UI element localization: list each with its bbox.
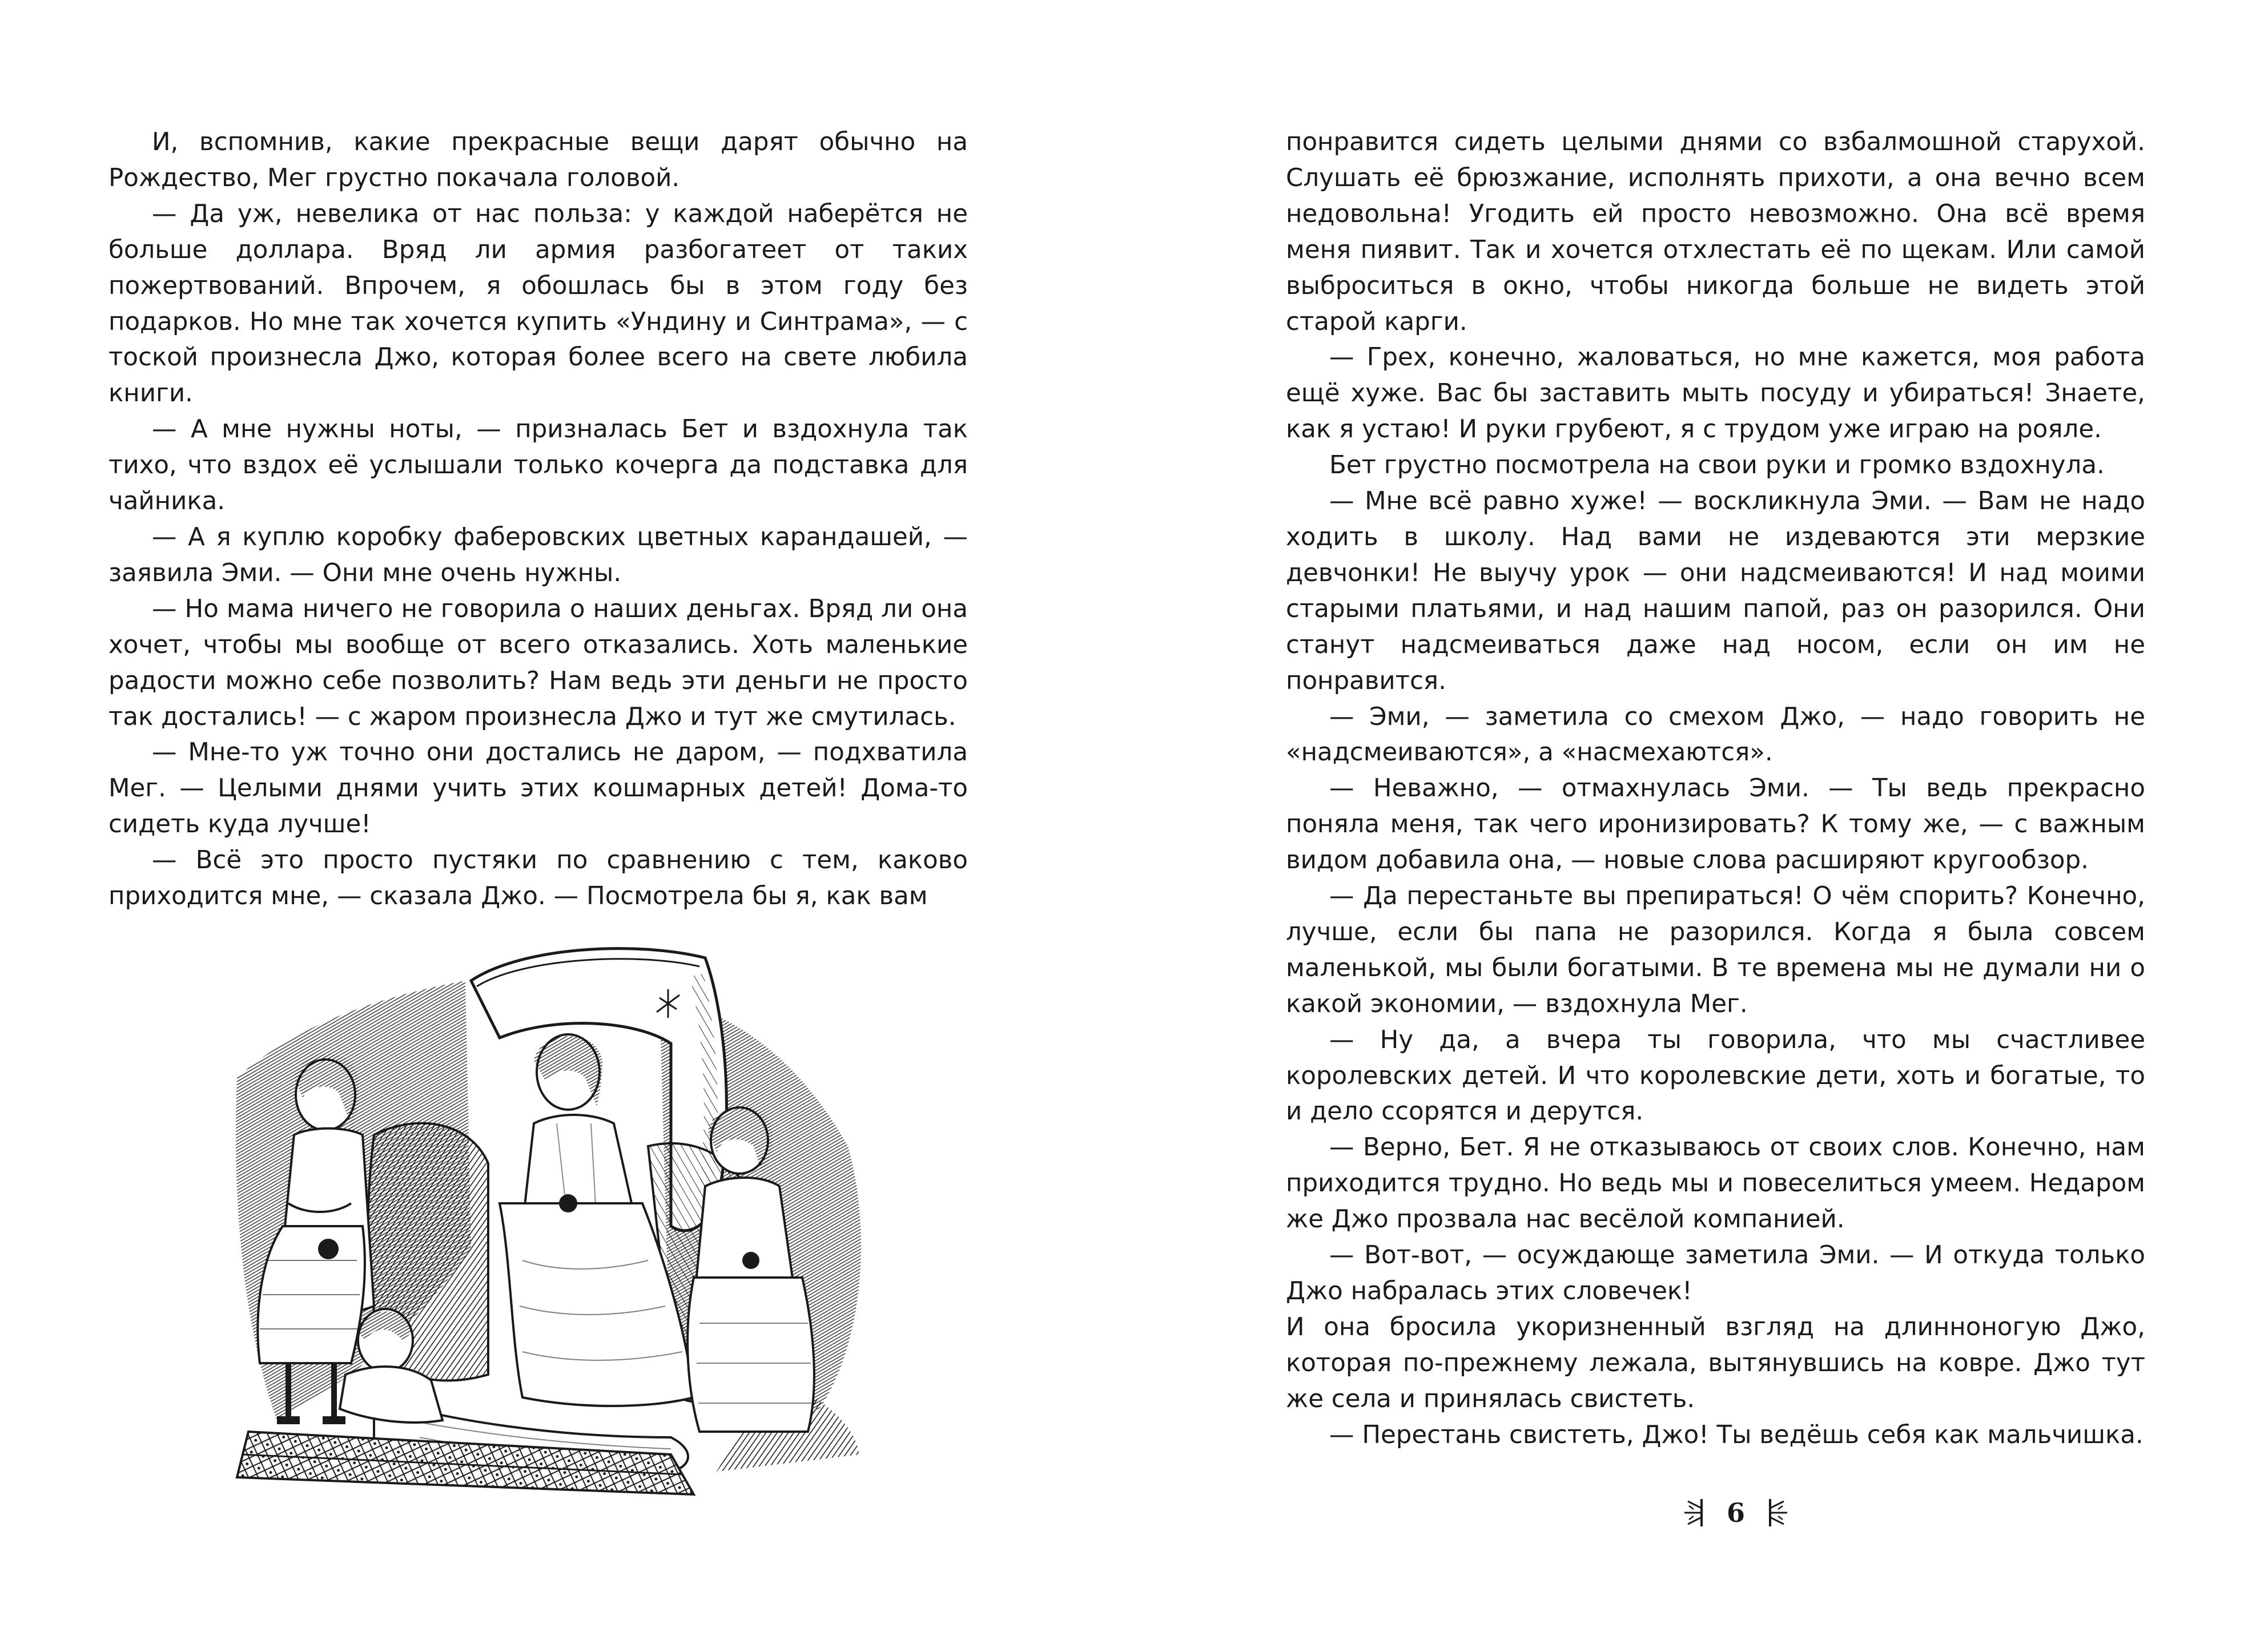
sprig-ornament-icon bbox=[1761, 1496, 1795, 1530]
paragraph: — Неважно, — отмахнулась Эми. — Ты ведь прекрасно поняла меня, так чего иронизировать? К тому же, — с важным видом добавила она, — новые слова расширяют кругообзор. bbox=[1286, 774, 2145, 875]
paragraph: — Грех, конечно, жаловаться, но мне кажется, моя работа ещё хуже. Вас бы заставить мыть посуду и убираться! Знаете, как я устаю! И руки грубеют, я с трудом уже играю на рояле. bbox=[1286, 343, 2145, 444]
paragraph: — Ну да, а вчера ты говорила, что мы счастливее королевских детей. И что королевские дети, хоть и богатые, то и дело ссорятся и дерутся. bbox=[1286, 1025, 2145, 1126]
paragraph: — А я куплю коробку фаберовских цветных карандашей, — заявила Эми. — Они мне очень нужны. bbox=[108, 522, 968, 587]
page-number-folio bbox=[1659, 1490, 1813, 1536]
paragraph: И она бросила укоризненный взгляд на длинноногую Джо, которая по-прежнему лежала, вытянувшись на ковре. Джо тут же села и принялась свистеть. bbox=[1286, 1312, 2145, 1413]
engraving-four-sisters-icon bbox=[203, 906, 879, 1499]
left-page bbox=[108, 124, 968, 914]
paragraph: — Мне-то уж точно они достались не даром, — подхватила Мег. — Целыми днями учить этих кошмарных детей! Дома-то сидеть куда лучше! bbox=[108, 738, 968, 839]
paragraph: — Да перестаньте вы препираться! О чём спорить? Конечно, лучше, если бы папа не разорился. Когда я была совсем маленькой, мы были богатыми. В те времена мы не думали ни о какой экономии, — вздохнула Мег. bbox=[1286, 882, 2145, 1018]
paragraph: И, вспомнив, какие прекрасные вещи дарят обычно на Рождество, Мег грустно покачала головой. bbox=[108, 128, 968, 192]
page-number: 6 bbox=[1726, 1497, 1745, 1528]
paragraph: — Всё это просто пустяки по сравнению с тем, каково приходится мне, — сказала Джо. — Посмотрела бы я, как вам bbox=[108, 846, 968, 911]
paragraph: — Эми, — заметила со смехом Джо, — надо говорить не «надсмеиваются», а «насмехаются». bbox=[1286, 702, 2145, 767]
paragraph: — А мне нужны ноты, — призналась Бет и вздохнула так тихо, что вздох её услышали только кочерга да подставка для чайника. bbox=[108, 415, 968, 516]
paragraph: — Вот-вот, — осуждающе заметила Эми. — И откуда только Джо набралась этих словечек! bbox=[1286, 1241, 2145, 1306]
paragraph: Бет грустно посмотрела на свои руки и громко вздохнула. bbox=[1329, 451, 2105, 480]
paragraph: — Перестань свистеть, Джо! Ты ведёшь себя как мальчишка. bbox=[1329, 1420, 2144, 1449]
paragraph: — Но мама ничего не говорила о наших деньгах. Вряд ли она хочет, чтобы мы вообще от всего отказались. Хоть маленькие радости можно себе позволить? Нам ведь эти деньги не просто так достались! — с жаром произнесла Джо и тут же смутилась. bbox=[108, 594, 968, 731]
paragraph: — Да уж, невелика от нас польза: у каждой наберётся не больше доллара. Вряд ли армия разбогатеет от таких пожертвований. Впрочем, я обошлась бы в этом году без подарков. Но мне так хочется купить «Ундину и Синтрама», — с тоской произнесла Джо, которая более всего на свете любила книги. bbox=[108, 199, 968, 408]
paragraph: — Мне всё равно хуже! — воскликнула Эми. — Вам не надо ходить в школу. Над вами не издеваются эти мерзкие девчонки! Не выучу урок — они надсмеиваются! И над моими старыми платьями, и над нашим папой, раз он разорился. Они станут надсмеиваться даже над носом, если он им не понравится. bbox=[1286, 487, 2145, 695]
paragraph: — Верно, Бет. Я не отказываюсь от своих слов. Конечно, нам приходится трудно. Но ведь мы и повеселиться умеем. Недаром же Джо прозвала нас весёлой компанией. bbox=[1286, 1133, 2145, 1234]
paragraph-continuation: понравится сидеть целыми днями со взбалмошной старухой. Слушать её брюзжание, исполнять прихоти, а она вечно всем недовольна! Угодить ей просто невозможно. Она всё время меня пиявит. Так и хочется отхлестать её по щекам. Или самой выброситься в окно, чтобы никогда больше не видеть этой старой карги. bbox=[1286, 128, 2145, 336]
sprig-ornament-icon bbox=[1676, 1496, 1711, 1530]
right-page bbox=[1286, 124, 2145, 1453]
